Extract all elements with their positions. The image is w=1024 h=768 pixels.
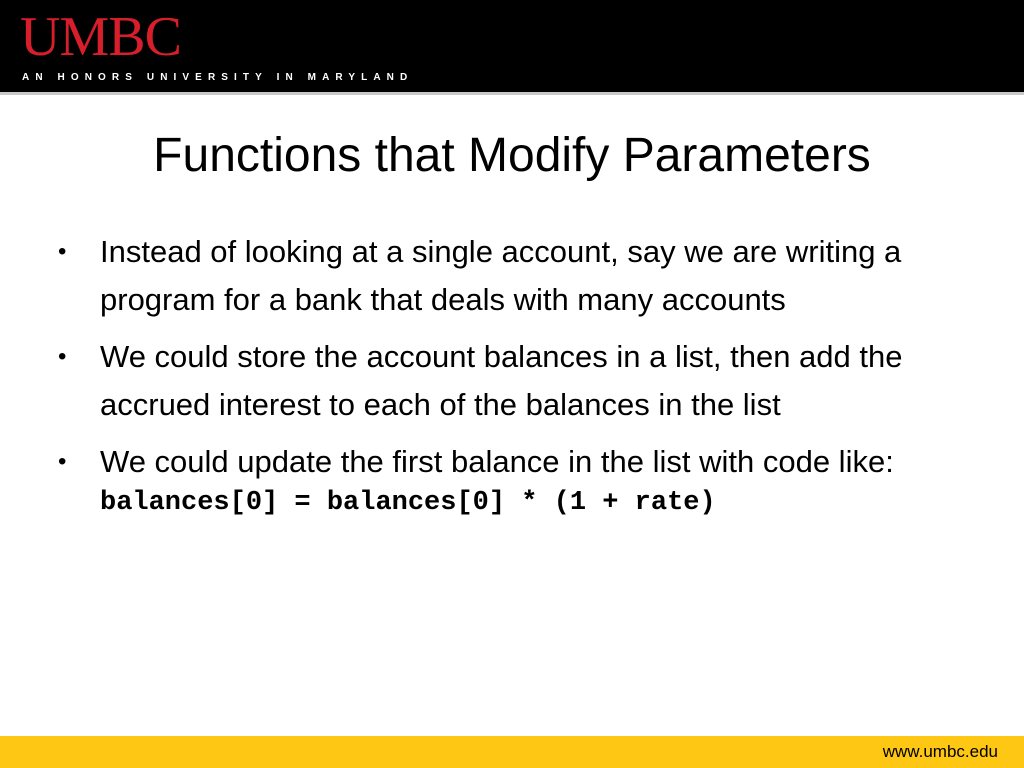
bullet-list: [58, 228, 938, 529]
bullet-marker: •: [58, 448, 67, 475]
footer-bar: [0, 736, 1024, 768]
bullet-text: Instead of looking at a single account, say we are writing a program for a bank that deals with many accounts: [100, 234, 902, 317]
umbc-logo: UMBC: [20, 6, 181, 68]
header-bar: [0, 0, 1024, 92]
bullet-item-2: [58, 333, 938, 429]
bullet-item-3: [58, 438, 938, 520]
bullet-item-1: [58, 228, 938, 324]
footer-url: www.umbc.edu: [882, 742, 998, 761]
bullet-text: We could store the account balances in a list, then add the accrued interest to each of the balances in the list: [100, 339, 903, 422]
bullet-text: We could update the first balance in the list with code like:: [100, 444, 894, 479]
code-snippet: balances[0] = balances[0] * (1 + rate): [100, 488, 716, 518]
bullet-marker: •: [58, 238, 67, 265]
slide-title: Functions that Modify Parameters: [153, 129, 871, 182]
tagline: AN HONORS UNIVERSITY IN MARYLAND: [22, 72, 414, 83]
header-divider: [0, 92, 1024, 95]
bullet-marker: •: [58, 343, 67, 370]
